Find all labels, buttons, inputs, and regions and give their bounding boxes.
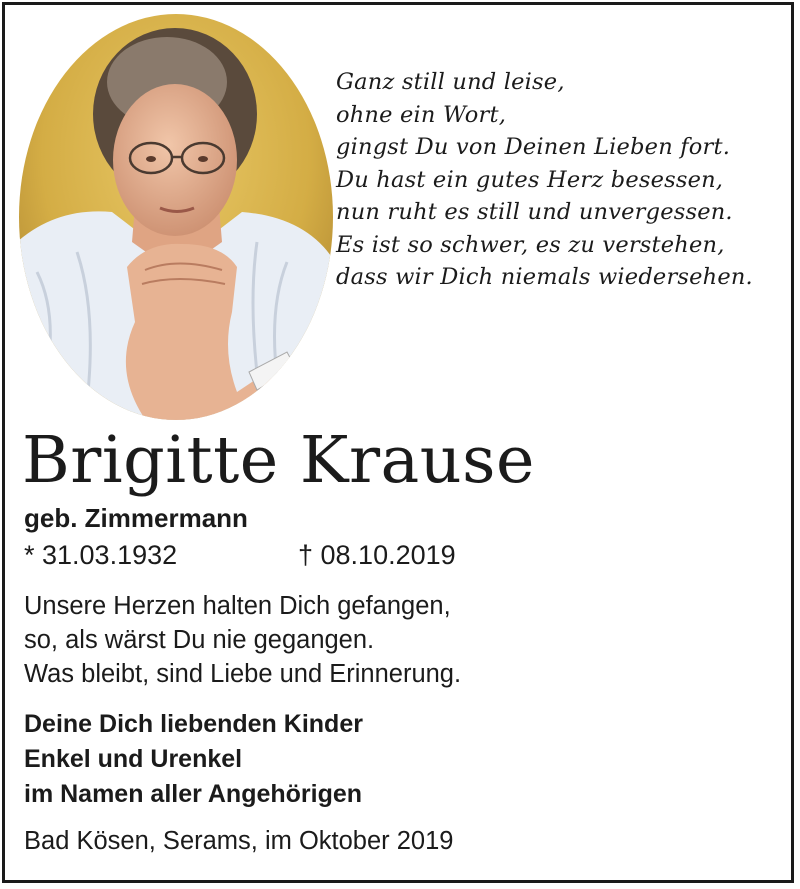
memorial-verse: [24, 589, 461, 691]
death-date: † 08.10.2019: [298, 540, 456, 570]
deceased-name: Brigitte Krause: [22, 423, 535, 498]
mourners-line: Enkel und Urenkel: [24, 745, 243, 773]
poem-line: dass wir Dich niemals wiedersehen.: [336, 264, 753, 290]
poem-line: nun ruht es still und unvergessen.: [336, 199, 733, 225]
mourners: [24, 707, 363, 812]
poem-line: ohne ein Wort,: [336, 101, 507, 128]
birth-date: * 31.03.1932: [24, 540, 178, 570]
place-and-date: Bad Kösen, Serams, im Oktober 2019: [24, 827, 454, 855]
poem-line: Ganz still und leise,: [336, 69, 565, 95]
poem-line: Es ist so schwer, es zu verstehen,: [336, 231, 725, 258]
poem-line: gingst Du von Deinen Lieben fort.: [336, 134, 731, 160]
portrait-photo: [17, 12, 335, 422]
poem-line: Du hast ein gutes Herz besessen,: [336, 166, 724, 193]
verse-line: so, als wärst Du nie gegangen.: [24, 626, 375, 654]
mourners-line: im Namen aller Angehörigen: [24, 780, 363, 808]
verse-line: Was bleibt, sind Liebe und Erinnerung.: [24, 660, 462, 688]
mourners-line: Deine Dich liebenden Kinder: [24, 710, 363, 738]
birth-name: geb. Zimmermann: [24, 503, 248, 533]
poem: [336, 66, 786, 294]
verse-line: Unsere Herzen halten Dich gefangen,: [24, 592, 451, 620]
